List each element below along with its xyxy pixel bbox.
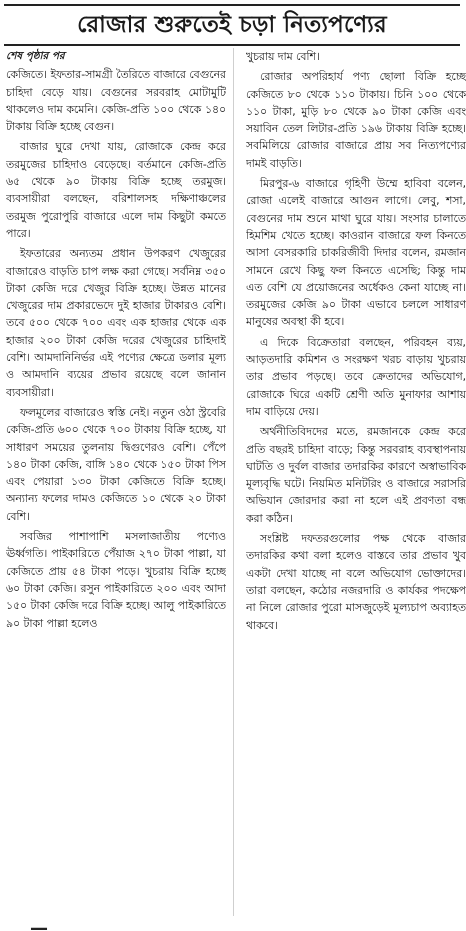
paragraph: সংশ্লিষ্ট দফতরগুলোর পক্ষ থেকে বাজার তদারকির কথা বলা হলেও বাস্তবে তার প্রভাব খুব একটা দেখা যাচ্ছে না বলে অভিযোগ ভোক্তাদের। তারা বলছেন, কঠোর নজরদারি ও কার্যকর পদক্ষেপ না নিলে রোজার পুরো মাসজুড়েই মূল্যচাপ অব্যাহত থাকবে। (246, 532, 466, 632)
continued-from-label: শেষ পৃষ্ঠার পর (6, 50, 65, 62)
column-divider (233, 48, 234, 916)
paragraph: কেজিতে। ইফতার-সামগ্রী তৈরিতে বাজারে বেগুনের চাহিদা বেড়ে যায়। বেগুনের সরবরাহ মোটামুটি থাকলেও দাম কমেনি। কেজি-প্রতি ১০০ থেকে ১৪০ টাকায় বিক্রি হচ্ছে বেগুন। (6, 68, 226, 134)
paragraph: সবজির পাশাপাশি মসলাজাতীয় পণ্যেও ঊর্ধ্বগতি। পাইকারিতে পেঁয়াজ ২৭০ টাকা পাল্লা, যা কেজিতে প্রায় ৫৪ টাকা পড়ে। খুচরায় বিক্রি হচ্ছে ৬০ টাকা কেজি। রসুন পাইকারিতে ২০০ এবং আদা ১৫০ টাকা কেজি দরে বিক্রি হচ্ছে। আলু পাইকারিতে ৯০ টাকা পাল্লা হলেও (6, 530, 226, 630)
article-column-right (246, 48, 466, 916)
paragraph: এ দিকে বিক্রেতারা বলছেন, পরিবহন ব্যয়, আড়তদারি কমিশন ও সংরক্ষণ খরচ বাড়ায় খুচরায় তার প্রভাব পড়ছে। তবে ক্রেতাদের অভিযোগ, রোজাকে ঘিরে একটি শ্রেণী অতি মুনাফার আশায় দাম বাড়িয়ে দেয়। (246, 335, 466, 418)
next-headline-text: — (30, 920, 49, 931)
paragraph: অর্থনীতিবিদদের মতে, রমজানকে কেন্দ্র করে প্রতি বছরই চাহিদা বাড়ে; কিন্তু সরবরাহ ব্যবস্থাপনায় ঘাটতি ও দুর্বল বাজার তদারকির কারণে অস্বাভাবিক মূল্যবৃদ্ধি ঘটে। নিয়মিত মনিটরিং ও বাজারে সরাসরি অভিযান জোরদার করা না হলে এই প্রবণতা বন্ধ করা কঠিন। (246, 425, 466, 525)
next-headline-fragment (30, 920, 430, 931)
paragraph: ইফতারের অন্যতম প্রধান উপকরণ খেজুরের বাজারেও বাড়তি চাপ লক্ষ করা গেছে। সর্বনিম্ন ৩৫০ টাকা কেজি দরে খেজুর বিক্রি হচ্ছে। উন্নত মানের খেজুরের দাম প্রকারভেদে দুই হাজার টাকারও বেশি। তবে ৫০০ থেকে ৭০০ এবং এক হাজার থেকে এক হাজার ২০০ টাকা কেজি দরের খেজুরের চাহিদাই বেশি। আমদানিনির্ভর এই পণ্যের ক্ষেত্রে ডলার মূল্য ও আমদানি ব্যয়ের প্রভাব রয়েছে বলে জানান ব্যবসায়ীরা। (6, 247, 226, 399)
article-column-left (6, 48, 226, 916)
paragraph: ফলমূলের বাজারেও স্বস্তি নেই। নতুন ওঠা স্ট্রবেরি কেজি-প্রতি ৬০০ থেকে ৭০০ টাকায় বিক্রি হচ্ছে, যা সাধারণ সময়ের তুলনায় দ্বিগুণেরও বেশি। পেঁপে ১৪০ টাকা কেজি, বাঙ্গি ১৪০ থেকে ১৫০ টাকা পিস এবং পেয়ারা ১৩০ টাকা কেজিতে বিক্রি হচ্ছে। অন্যান্য ফলের দামও কেজিতে ১০ থেকে ২০ টাকা বেশি। (6, 405, 226, 523)
paragraph: রোজার অপরিহার্য পণ্য ছোলা বিক্রি হচ্ছে কেজিতে ৮০ থেকে ১১০ টাকায়। চিনি ১০০ থেকে ১১০ টাকা, মুড়ি ৮০ থেকে ৯০ টাকা কেজি এবং সয়াবিন তেল লিটার-প্রতি ১৯৬ টাকায় বিক্রি হচ্ছে। সবমিলিয়ে রোজার বাজারে প্রায় সব নিত্যপণ্যের দামই বাড়তি। (246, 70, 466, 170)
page-headline: রোজার শুরুতেই চড়া নিত্যপণ্যের (4, 4, 460, 46)
paragraph: বাজার ঘুরে দেখা যায়, রোজাকে কেন্দ্র করে তরমুজের চাহিদাও বেড়েছে। বর্তমানে কেজি-প্রতি ৬৫ থেকে ৯০ টাকায় বিক্রি হচ্ছে তরমুজ। ব্যবসায়ীরা বলছেন, বরিশালসহ দক্ষিণাঞ্চলের তরমুজ পুরোপুরি বাজারে এলে দাম কিছুটা কমতে পারে। (6, 140, 226, 240)
paragraph: খুচরায় দাম বেশি। (246, 50, 320, 63)
paragraph: মিরপুর-৬ বাজারে গৃহিণী উম্মে হাবিবা বলেন, রোজা এলেই বাজারে আগুন লাগে। লেবু, শসা, বেগুনের দাম শুনে মাথা ঘুরে যায়। সংসার চালাতে হিমশিম খেতে হচ্ছে। কাওরান বাজারে ফল কিনতে আসা বেসরকারি চাকরিজীবী দিদার বলেন, রমজান সামনে রেখে কিছু ফল কিনতে এসেছি; কিন্তু দাম এত বেশি যে প্রয়োজনের অর্ধেকও কেনা যাচ্ছে না। তরমুজের কেজি ৯০ টাকা এভাবে চললে সাধারণ মানুষের অবস্থা কী হবে। (246, 177, 466, 329)
